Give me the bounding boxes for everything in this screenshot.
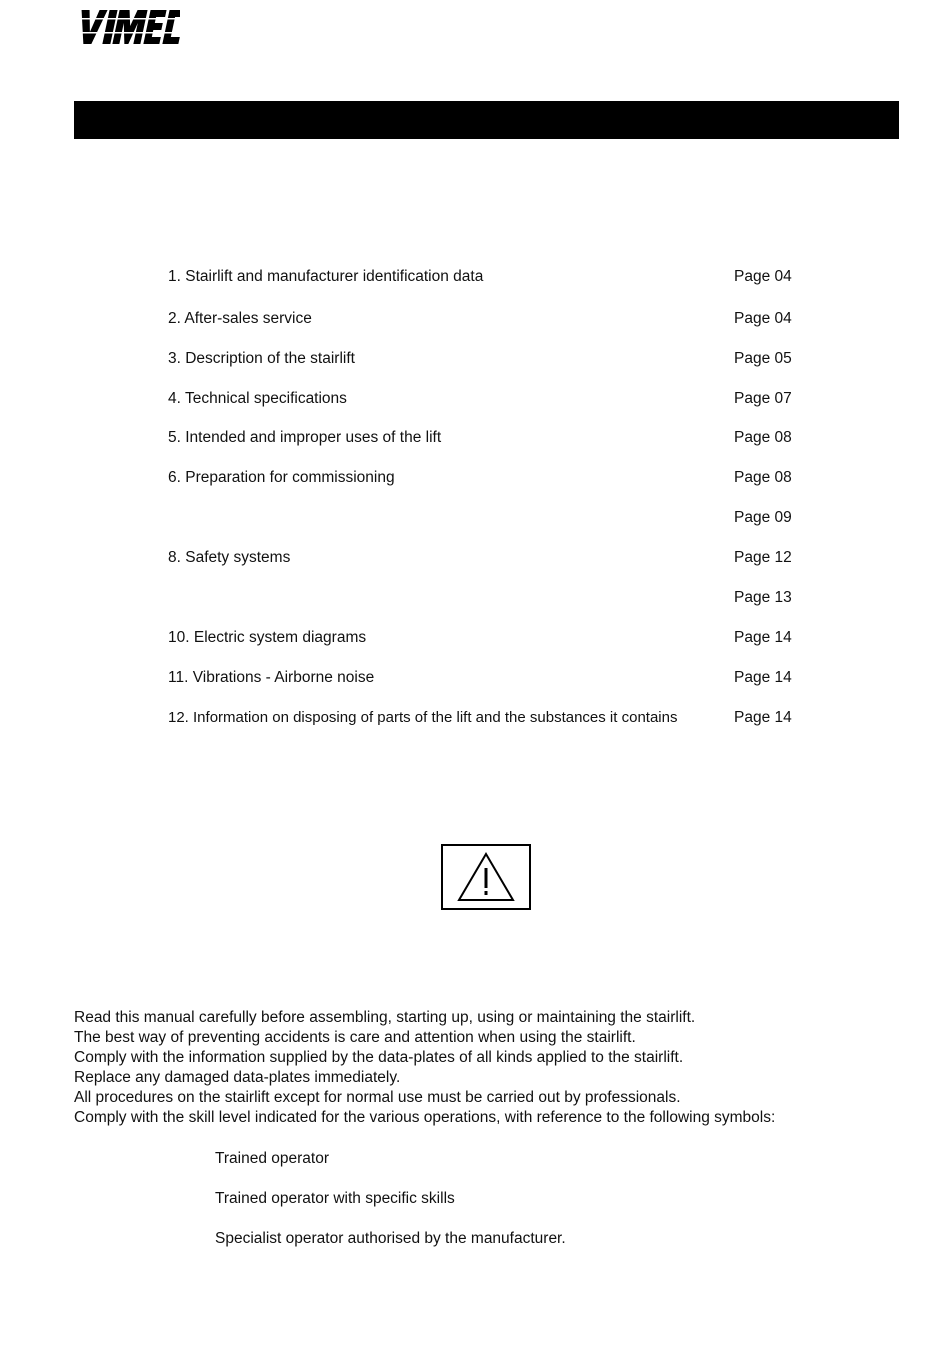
safety-notes (74, 1008, 934, 1128)
toc-row (168, 467, 808, 489)
toc-page: Page 14 (734, 709, 792, 726)
vimec-logo (74, 8, 180, 46)
toc-title: 1. Stairlift and manufacturer identification data (168, 268, 484, 285)
toc-row (168, 308, 808, 330)
skill-level-specialist: Specialist operator authorised by the manufacturer. (215, 1230, 566, 1247)
toc-row (168, 707, 808, 729)
header-bar (74, 101, 899, 139)
note-line: Comply with the skill level indicated for the various operations, with reference to the following symbols: (74, 1109, 776, 1126)
toc-page: Page 04 (734, 268, 792, 285)
toc-row (168, 627, 808, 649)
toc-row (168, 547, 808, 569)
note-line: Comply with the information supplied by the data-plates of all kinds applied to the stairlift. (74, 1049, 684, 1066)
warning-triangle-icon (457, 852, 515, 902)
toc-title: 8. Safety systems (168, 549, 291, 566)
toc-row (168, 587, 808, 609)
toc-page: Page 07 (734, 390, 792, 407)
toc-row (168, 348, 808, 370)
note-line: The best way of preventing accidents is care and attention when using the stairlift. (74, 1029, 636, 1046)
toc-title: 2. After-sales service (168, 310, 312, 327)
toc-page: Page 14 (734, 629, 792, 646)
toc-title: 10. Electric system diagrams (168, 629, 367, 646)
toc-title: 3. Description of the stairlift (168, 350, 355, 367)
toc-title: 11. Vibrations - Airborne noise (168, 669, 375, 686)
toc-row (168, 667, 808, 689)
toc-page: Page 08 (734, 469, 792, 486)
toc-title: 12. Information on disposing of parts of the lift and the substances it contains (168, 709, 678, 726)
note-line: Replace any damaged data-plates immediately. (74, 1069, 401, 1086)
toc-page: Page 04 (734, 310, 792, 327)
toc-row (168, 388, 808, 410)
toc-row (168, 507, 808, 529)
toc-page: Page 14 (734, 669, 792, 686)
skill-level-specific: Trained operator with specific skills (215, 1190, 455, 1207)
note-line: All procedures on the stairlift except for normal use must be carried out by professionals. (74, 1089, 681, 1106)
warning-symbol-box (441, 844, 531, 910)
toc-page: Page 12 (734, 549, 792, 566)
toc-row (168, 266, 808, 288)
toc-page: Page 13 (734, 589, 792, 606)
skill-level-trained: Trained operator (215, 1150, 330, 1167)
toc-title: 5. Intended and improper uses of the lift (168, 429, 442, 446)
note-line: Read this manual carefully before assembling, starting up, using or maintaining the stairlift. (74, 1009, 696, 1026)
toc-title: 6. Preparation for commissioning (168, 469, 395, 486)
toc-page: Page 05 (734, 350, 792, 367)
toc-page: Page 09 (734, 509, 792, 526)
toc-row (168, 427, 808, 449)
toc-title: 4. Technical specifications (168, 390, 347, 407)
toc-page: Page 08 (734, 429, 792, 446)
